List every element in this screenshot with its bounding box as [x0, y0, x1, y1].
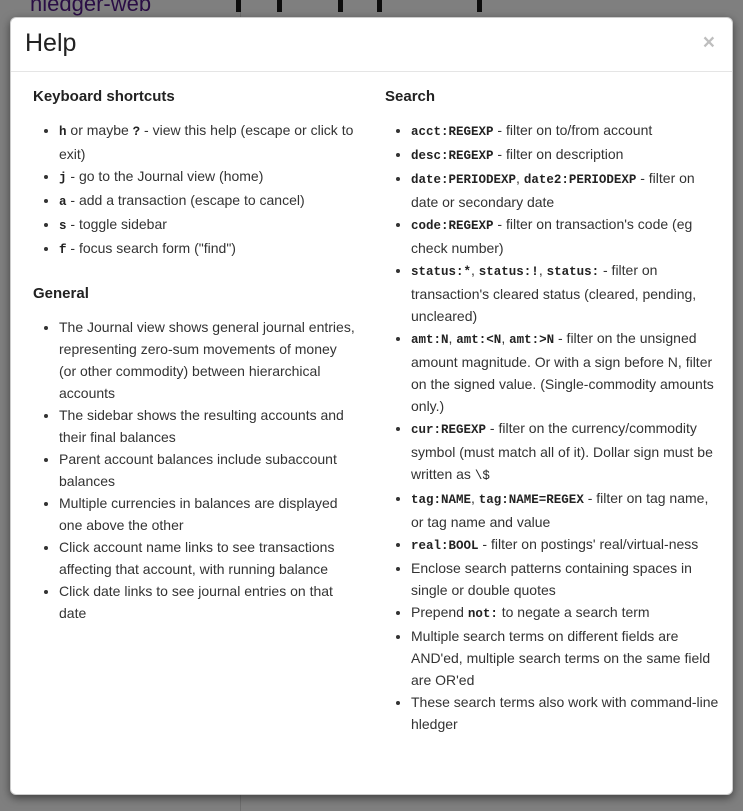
list-item: • Click date links to see journal entries on that date — [59, 580, 356, 624]
list-item: • The sidebar shows the resulting accounts and their final balances — [59, 404, 356, 448]
list-item: • Parent account balances include subaccount balances — [59, 448, 356, 492]
list-item: • desc:REGEXP - filter on description — [411, 143, 723, 167]
modal-title: Help — [25, 29, 77, 57]
code-term: status:! — [478, 264, 539, 279]
close-icon[interactable]: × — [702, 31, 715, 54]
code-term: amt:>N — [509, 332, 555, 347]
list-item: • amt:N, amt:<N, amt:>N - filter on the unsigned amount magnitude. Or with a sign before N, filter on the signed value. (Single-commodity amounts only.) — [411, 327, 723, 417]
list-item: • status:*, status:!, status: - filter on transaction's cleared status (cleared, pending, uncleared) — [411, 259, 723, 327]
list-item: • real:BOOL - filter on postings' real/virtual-ness — [411, 533, 723, 557]
search-heading: Search — [385, 87, 436, 105]
code-term: f — [59, 242, 67, 257]
code-term: amt:N — [411, 332, 449, 347]
list-item: • Prepend not: to negate a search term — [411, 601, 723, 625]
modal-body — [11, 72, 732, 765]
list-item: • date:PERIODEXP, date2:PERIODEXP - filter on date or secondary date — [411, 167, 723, 213]
general-list — [33, 316, 356, 624]
general-heading: General — [33, 284, 89, 302]
list-item: • j - go to the Journal view (home) — [59, 165, 356, 189]
list-item: • Multiple currencies in balances are displayed one above the other — [59, 492, 356, 536]
search-list — [385, 119, 723, 735]
code-term: status: — [546, 264, 600, 279]
code-term: amt:<N — [456, 332, 502, 347]
list-item: • These search terms also work with command-line hledger — [411, 691, 723, 735]
code-term: status:* — [411, 264, 472, 279]
list-item: • Click account name links to see transactions affecting that account, with running balance — [59, 536, 356, 580]
code-term: tag:NAME=REGEX — [478, 492, 584, 507]
list-item: • s - toggle sidebar — [59, 213, 356, 237]
list-item: • f - focus search form ("find") — [59, 237, 356, 261]
code-term: date:PERIODEXP — [411, 172, 517, 187]
code-term: ? — [132, 124, 141, 139]
list-item: • acct:REGEXP - filter on to/from account — [411, 119, 723, 143]
help-modal — [10, 17, 733, 795]
left-column — [22, 88, 374, 634]
code-term: acct:REGEXP — [411, 124, 494, 139]
keyboard-shortcuts-heading: Keyboard shortcuts — [33, 87, 175, 105]
list-item: • Multiple search terms on different fields are AND'ed, multiple search terms on the same field are OR'ed — [411, 625, 723, 691]
list-item: • h or maybe ? - view this help (escape or click to exit) — [59, 119, 356, 165]
code-term: cur:REGEXP — [411, 422, 487, 437]
code-term: a — [59, 194, 67, 209]
code-term: code:REGEXP — [411, 218, 494, 233]
list-item: • a - add a transaction (escape to cancel) — [59, 189, 356, 213]
list-item: • Enclose search patterns containing spaces in single or double quotes — [411, 557, 723, 601]
list-item: • code:REGEXP - filter on transaction's code (eg check number) — [411, 213, 723, 259]
code-term: date2:PERIODEXP — [523, 172, 637, 187]
code-term: tag:NAME — [411, 492, 472, 507]
code-term: \$ — [474, 468, 490, 483]
code-term: s — [59, 218, 67, 233]
code-term: real:BOOL — [411, 538, 479, 553]
keyboard-shortcuts-list — [33, 119, 356, 261]
code-term: h — [59, 124, 67, 139]
right-column — [374, 88, 723, 745]
list-item: • cur:REGEXP - filter on the currency/commodity symbol (must match all of it). Dollar sign must be written as \$ — [411, 417, 723, 487]
code-term: not: — [467, 606, 498, 621]
modal-header — [11, 18, 732, 72]
list-item: • The Journal view shows general journal entries, representing zero-sum movements of money (or other commodity) between hierarchical accounts — [59, 316, 356, 404]
code-term: j — [59, 170, 67, 185]
code-term: desc:REGEXP — [411, 148, 494, 163]
list-item: • tag:NAME, tag:NAME=REGEX - filter on tag name, or tag name and value — [411, 487, 723, 533]
